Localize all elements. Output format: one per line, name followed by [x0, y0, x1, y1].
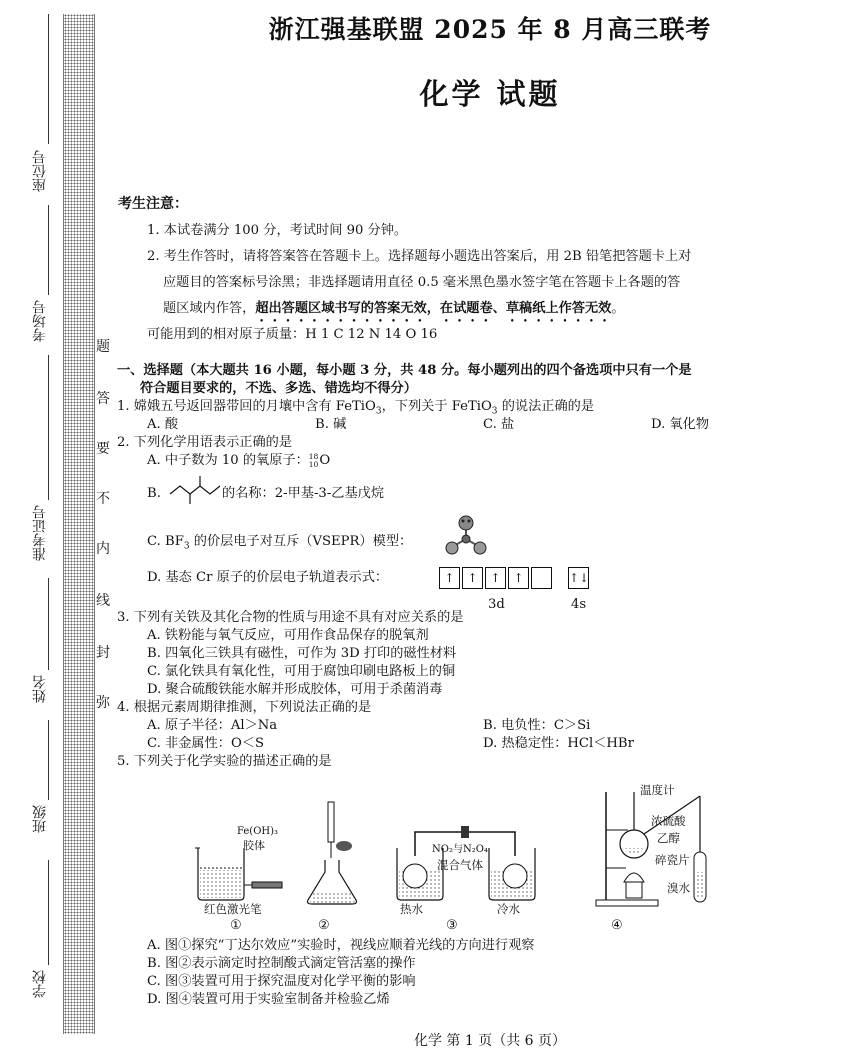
notice-item-2c-end: 。	[611, 301, 625, 316]
q2-c-pre: C. BF	[147, 534, 184, 549]
q3-option-c: C. 氯化铁具有氧化性，可用于腐蚀印刷电路板上的铜	[147, 664, 456, 679]
q2-option-c	[147, 533, 412, 556]
notice-item-2c-bold: 超出答题区域书写的答案无效，在试题卷、草稿纸上作答无效	[255, 301, 612, 316]
class-line	[48, 720, 49, 800]
seal-char: 不	[96, 491, 110, 507]
q1-option-d: D. 氧化物	[651, 417, 710, 432]
q1-option-b: B. 碱	[315, 417, 347, 432]
orbital-box: ↑	[439, 567, 460, 589]
fig4-label-acid: 浓硫酸	[651, 814, 686, 828]
seat-number-label: 座位号	[32, 150, 48, 192]
q1-stem-b: ，下列关于 FeTiO	[381, 399, 492, 414]
q1-option-c: C. 盐	[483, 417, 515, 432]
notice-item-1: 1. 本试卷满分 100 分，考试时间 90 分钟。	[147, 223, 408, 238]
q1-stem-c: 的说法正确的是	[497, 399, 595, 414]
fig1-label-feoh3: Fe(OH)₃	[237, 826, 279, 837]
orbital-box-4s: ↑↓	[568, 567, 589, 589]
section1-heading-a: 一、选择题（本大题共 16 小题，每小题 3 分，共 48 分。每小题列出的四个备选项中只有一个是	[117, 363, 692, 378]
q1-sub: 3	[375, 406, 382, 417]
q4-option-a: A. 原子半径：Al＞Na	[147, 718, 278, 733]
figure-3-number: ③	[446, 918, 458, 933]
label-4s: 4s	[571, 597, 587, 612]
seat-number-line	[48, 14, 49, 144]
q5-stem: 5. 下列关于化学实验的描述正确的是	[117, 754, 332, 769]
q5-option-c: C. 图③装置可用于探究温度对化学平衡的影响	[147, 974, 416, 989]
admission-number-label: 准考证号	[32, 505, 48, 561]
q2-c-text: 的价层电子对互斥（VSEPR）模型：	[189, 534, 413, 549]
skeletal-formula-icon	[168, 474, 226, 506]
notice-heading: 考生注意：	[118, 196, 188, 212]
q5-option-b: B. 图②表示滴定时控制酸式滴定管活塞的操作	[147, 956, 416, 971]
q4-option-b: B. 电负性：C＞Si	[483, 718, 591, 733]
q4-stem: 4. 根据元素周期律推测，下列说法正确的是	[117, 700, 372, 715]
notice-item-2b: 应题目的答案标号涂黑；非选择题请用直径 0.5 毫米黑色墨水签字笔在答题卡上各题的答	[163, 275, 681, 290]
q1-stem	[117, 398, 594, 421]
q1-stem-a: 1. 嫦娥五号返回器带回的月壤中含有 FeTiO	[117, 399, 376, 414]
figure-1-beaker-laser	[190, 840, 285, 906]
notice-item-2c	[163, 300, 625, 325]
seal-char: 答	[96, 391, 110, 407]
q2-option-b-text: 的名称：2-甲基-3-乙基戊烷	[222, 486, 385, 501]
q2-option-d: D. 基态 Cr 原子的价层电子轨道表示式：	[147, 570, 389, 585]
q1-option-a: A. 酸	[147, 417, 179, 432]
q2-c-sub: 3	[183, 541, 190, 552]
exam-title: 浙江强基联盟 2025 年 8 月高三联考	[268, 15, 712, 44]
seal-char: 要	[96, 441, 110, 457]
orbital-box: ↑	[508, 567, 529, 589]
q2-option-a	[147, 452, 330, 470]
q5-option-d: D. 图④装置可用于实验室制备并检验乙烯	[147, 992, 390, 1007]
name-line	[48, 578, 49, 670]
exam-room-label: 考场号	[32, 300, 48, 342]
q4-option-d: D. 热稳定性：HCl＜HBr	[483, 736, 634, 751]
orbital-box	[531, 567, 552, 589]
q2-a-mass: 18	[308, 451, 319, 461]
seal-char: 弥	[96, 695, 110, 711]
fig4-label-chips: 碎瓷片	[655, 853, 690, 867]
figure-2-titration	[300, 800, 370, 910]
fig4-label-ethanol: 乙醇	[657, 831, 680, 845]
admission-number-line	[48, 355, 49, 500]
q2-a-text: A. 中子数为 10 的氧原子：	[147, 453, 309, 468]
subject-title: 化学 试题	[419, 77, 561, 111]
school-line	[48, 860, 49, 965]
school-label: 学校	[32, 970, 48, 998]
figure-2-number: ②	[318, 918, 330, 933]
fig3-label-gas2: 混合气体	[437, 858, 483, 872]
fig1-label-laser: 红色激光笔	[204, 902, 262, 916]
q2-stem: 2. 下列化学用语表示正确的是	[117, 435, 293, 450]
q5-option-a: A. 图①探究“丁达尔效应”实验时，视线应顺着光线的方向进行观察	[147, 938, 535, 953]
fig1-label-colloid: 胶体	[243, 839, 265, 852]
fig3-label-cold: 冷水	[497, 902, 520, 916]
orbital-box: ↑	[462, 567, 483, 589]
fig4-label-bromine: 溴水	[667, 881, 690, 895]
seal-char: 题	[96, 339, 110, 355]
exam-room-line	[48, 205, 49, 295]
q2-option-b-pre: B.	[147, 486, 161, 501]
notice-item-2a: 2. 考生作答时，请将答案答在答题卡上。选择题每小题选出答案后，用 2B 铅笔把答题卡上对	[147, 249, 692, 264]
fig3-label-gas1: NO₂与N₂O₄	[432, 844, 488, 855]
q1-sub: 3	[491, 406, 498, 417]
notice-item-2c-plain: 题区域内作答，	[163, 301, 256, 316]
orbital-box: ↑	[485, 567, 506, 589]
dotted-binding-strip	[63, 14, 95, 1034]
q3-option-a: A. 铁粉能与氧气反应，可用作食品保存的脱氧剂	[147, 628, 429, 643]
q3-option-d: D. 聚合硫酸铁能水解并形成胶体，可用于杀菌消毒	[147, 682, 443, 697]
atomic-masses: 可能用到的相对原子质量：H 1 C 12 N 14 O 16	[147, 327, 438, 342]
seal-char: 内	[96, 541, 110, 557]
bf3-model-icon	[442, 515, 490, 557]
fig4-label-thermometer: 温度计	[640, 783, 675, 797]
label-3d: 3d	[488, 597, 505, 612]
q3-stem: 3. 下列有关铁及其化合物的性质与用途不具有对应关系的是	[117, 610, 464, 625]
figure-1-number: ①	[230, 918, 242, 933]
seal-char: 线	[96, 593, 110, 609]
q4-option-c: C. 非金属性：O＜S	[147, 736, 264, 751]
q2-a-number: 10	[308, 459, 319, 469]
seal-char: 封	[96, 645, 110, 661]
section1-heading-b: 符合题目要求的，不选、多选、错选均不得分）	[140, 381, 417, 396]
page-footer: 化学 第 1 页（共 6 页）	[413, 1033, 567, 1049]
name-label: 姓名	[32, 675, 48, 703]
q2-a-nuclide	[309, 453, 319, 469]
class-label: 班级	[32, 805, 48, 833]
fig3-label-hot: 热水	[400, 902, 423, 916]
figure-4-number: ④	[611, 918, 623, 933]
q2-a-element: O	[319, 453, 331, 468]
q3-option-b: B. 四氧化三铁具有磁性，可作为 3D 打印的磁性材料	[147, 646, 457, 661]
